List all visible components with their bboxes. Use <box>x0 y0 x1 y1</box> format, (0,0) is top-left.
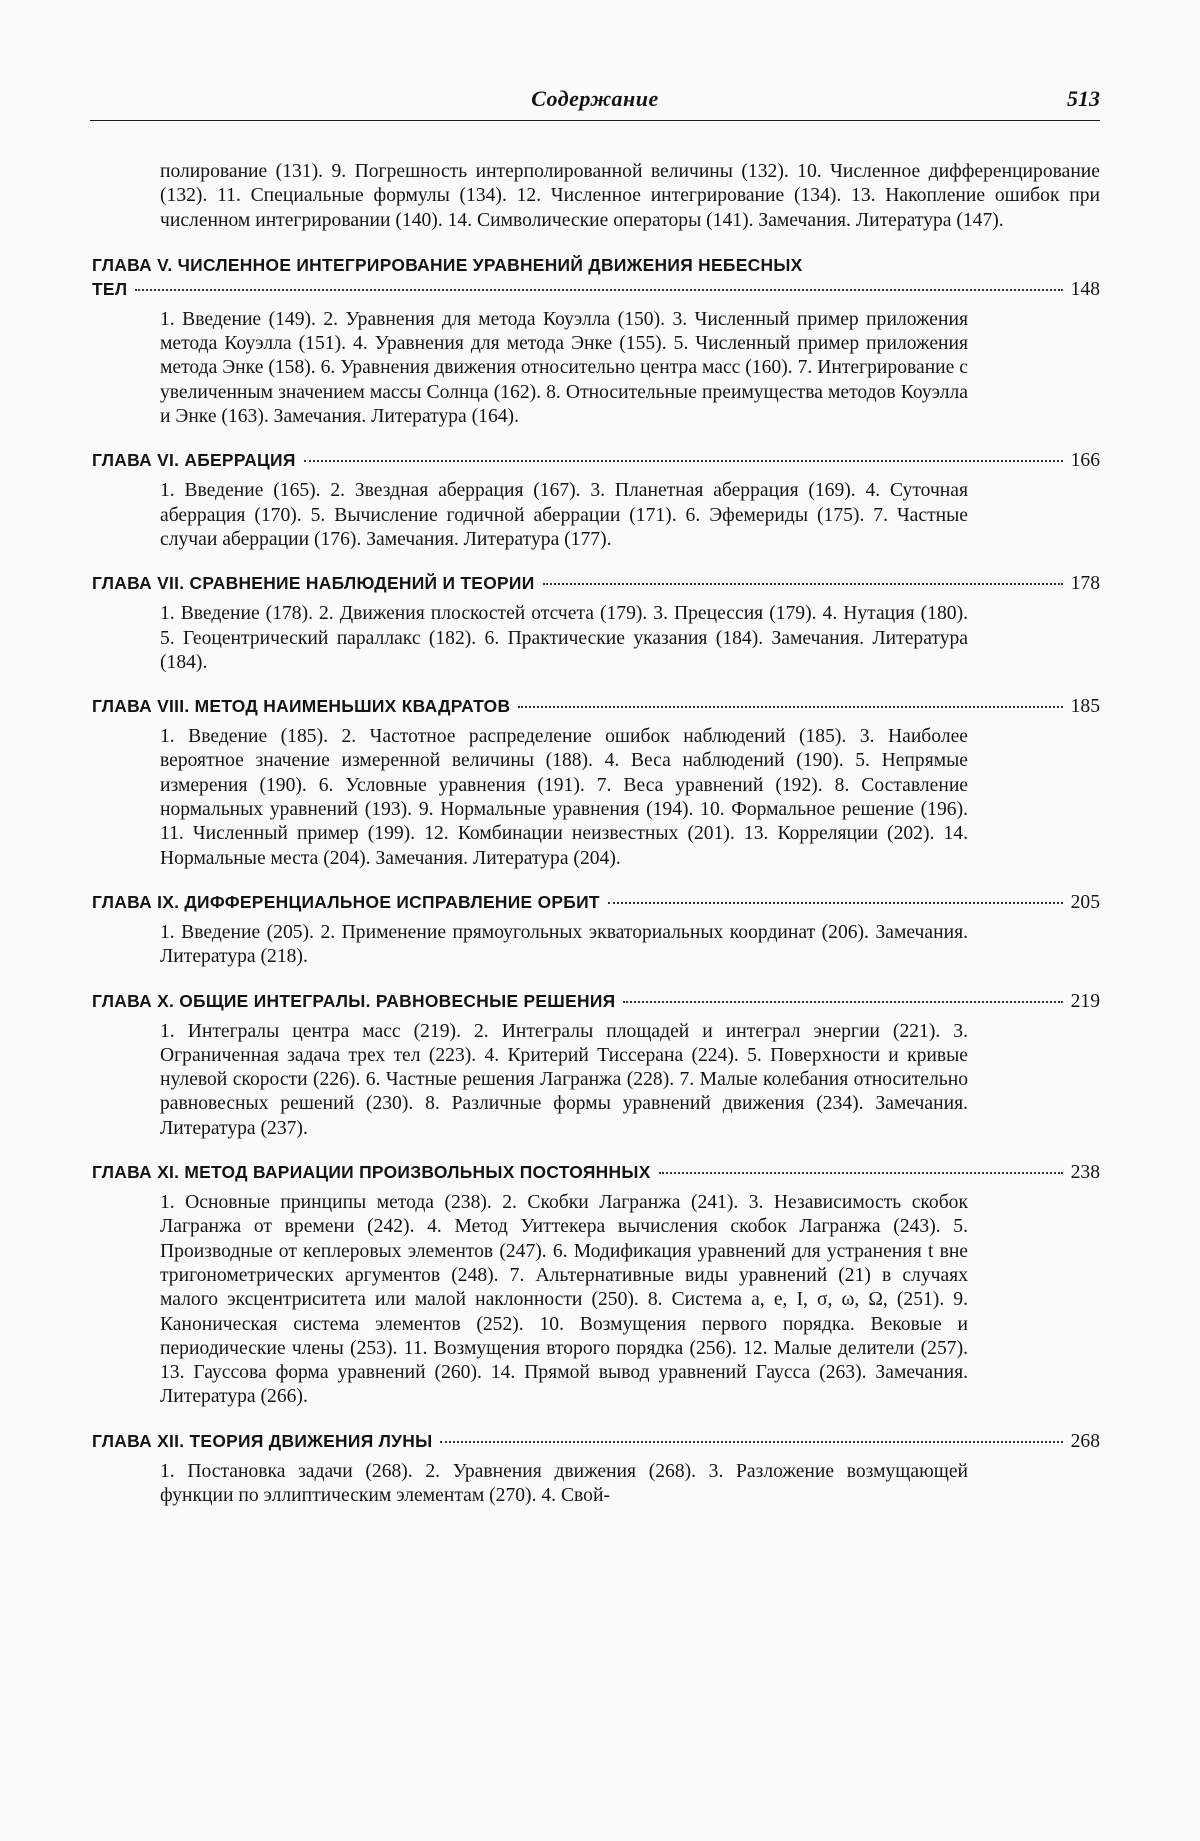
chapter-entry <box>92 890 1100 970</box>
chapter-title: ГЛАВА XII. ТЕОРИЯ ДВИЖЕНИЯ ЛУНЫ <box>92 1430 433 1451</box>
chapter-sections: 1. Основные принципы метода (238). 2. Скобки Лагранжа (241). 3. Независимость скобок Лагранжа от времени (242). 4. Метод Уиттекера вычисления скобок Лагранжа (243). 5. Производные от кеплеровых элементов (247). 6. Модификация уравнений для устранения t вне тригонометрических аргументов (248). 7. Альтернативные виды уравнений (21) в случаях малого эксцентриситета или малой наклонности (250). 8. Система a, e, I, σ, ω, Ω, (251). 9. Каноническая система элементов (252). 10. Возмущения первого порядка. Вековые и периодические члены (253). 11. Возмущения второго порядка (256). 12. Малые делители (257). 13. Гауссова форма уравнений (260). 14. Прямой вывод уравнений Гаусса (263). Замечания. Литература (266). <box>160 1192 968 1408</box>
chapter-sections: 1. Введение (178). 2. Движения плоскостей отсчета (179). 3. Прецессия (179). 4. Нутация (180). 5. Геоцентрический параллакс (182). 6. Практические указания (184). Замечания. Литература (184). <box>160 603 968 673</box>
dot-leader <box>608 902 1063 904</box>
table-of-contents <box>92 160 1100 1527</box>
dot-leader <box>440 1441 1062 1443</box>
chapter-entry <box>92 448 1100 552</box>
dot-leader <box>623 1001 1062 1003</box>
chapter-title: ГЛАВА X. ОБЩИЕ ИНТЕГРАЛЫ. РАВНОВЕСНЫЕ РЕШЕНИЯ <box>92 990 616 1011</box>
running-header <box>90 86 1100 120</box>
chapter-heading <box>92 253 1100 302</box>
header-rule <box>90 120 1100 121</box>
dot-leader <box>543 583 1063 585</box>
chapter-entry <box>92 571 1100 675</box>
chapter-title: ГЛАВА VIII. МЕТОД НАИМЕНЬШИХ КВАДРАТОВ <box>92 696 511 717</box>
chapter-title: ГЛАВА VII. СРАВНЕНИЕ НАБЛЮДЕНИЙ И ТЕОРИИ <box>92 573 535 594</box>
chapter-page: 148 <box>1070 278 1100 300</box>
chapter-title-continued: ТЕЛ <box>92 278 128 299</box>
chapter-heading <box>92 989 1100 1014</box>
chapter-title: ГЛАВА XI. МЕТОД ВАРИАЦИИ ПРОИЗВОЛЬНЫХ ПОСТОЯННЫХ <box>92 1162 651 1183</box>
chapter-heading <box>92 571 1100 596</box>
chapter-page: 268 <box>1070 1430 1100 1452</box>
chapter-page: 238 <box>1070 1162 1100 1184</box>
chapter-sections: 1. Постановка задачи (268). 2. Уравнения движения (268). 3. Разложение возмущающей функции по эллиптическим элементам (270). 4. Свой- <box>160 1460 968 1506</box>
dot-leader <box>304 460 1063 462</box>
continued-section-text: полирование (131). 9. Погрешность интерполированной величины (132). 10. Численное дифференцирование (132). 11. Специальные формулы (134). 12. Численное интегрирование (134). 13. Накопление ошибок при численном интегрировании (140). 14. Символические операторы (141). Замечания. Литература (147). <box>160 161 1100 231</box>
chapter-sections: 1. Интегралы центра масс (219). 2. Интегралы площадей и интеграл энергии (221). 3. Ограниченная задача трех тел (223). 4. Критерий Тиссерана (224). 5. Поверхности и кривые нулевой скорости (226). 6. Частные решения Лагранжа (228). 7. Малые колебания относительно равновесных решений (230). 8. Различные формы уравнений движения (234). Замечания. Литература (237). <box>160 1020 968 1139</box>
header-title: Содержание <box>531 86 659 111</box>
chapter-page: 166 <box>1070 450 1100 472</box>
chapter-page: 178 <box>1070 573 1100 595</box>
chapter-entry <box>92 1429 1100 1509</box>
chapter-entry <box>92 253 1100 429</box>
chapter-entry <box>92 1160 1100 1410</box>
chapter-heading <box>92 1160 1100 1185</box>
chapter-heading <box>92 694 1100 719</box>
chapter-heading <box>92 1429 1100 1454</box>
chapter-heading <box>92 448 1100 473</box>
dot-leader <box>135 289 1062 291</box>
dot-leader <box>659 1172 1063 1174</box>
chapter-page: 205 <box>1070 891 1100 913</box>
chapter-heading <box>92 890 1100 915</box>
chapter-title: ГЛАВА IX. ДИФФЕРЕНЦИАЛЬНОЕ ИСПРАВЛЕНИЕ ОРБИТ <box>92 891 600 912</box>
chapter-sections: 1. Введение (185). 2. Частотное распределение ошибок наблюдений (185). 3. Наиболее вероятное значение измеренной величины (188). 4. Веса наблюдений (190). 5. Непрямые измерения (190). 6. Условные уравнения (191). 7. Веса уравнений (192). 8. Составление нормальных уравнений (193). 9. Нормальные уравнения (194). 10. Формальное решение (196). 11. Численный пример (199). 12. Комбинации неизвестных (201). 13. Корреляции (202). 14. Нормальные места (204). Замечания. Литература (204). <box>160 726 968 869</box>
chapter-page: 219 <box>1070 990 1100 1012</box>
header-page-number: 513 <box>1067 86 1100 111</box>
chapter-title: ГЛАВА V. ЧИСЛЕННОЕ ИНТЕГРИРОВАНИЕ УРАВНЕНИЙ ДВИЖЕНИЯ НЕБЕСНЫХ <box>92 254 803 275</box>
chapter-sections: 1. Введение (205). 2. Применение прямоугольных экваториальных координат (206). Замечания. Литература (218). <box>160 921 968 968</box>
chapter-page: 185 <box>1070 696 1100 718</box>
dot-leader <box>518 706 1062 708</box>
chapter-sections: 1. Введение (149). 2. Уравнения для метода Коуэлла (150). 3. Численный пример приложения метода Коуэлла (151). 4. Уравнения для метода Энке (155). 5. Численный пример приложения метода Энке (158). 6. Уравнения движения относительно центра масс (160). 7. Интегрирование с увеличенным значением массы Солнца (162). 8. Относительные преимущества методов Коуэлла и Энке (163). Замечания. Литература (164). <box>160 308 968 428</box>
chapter-title: ГЛАВА VI. АБЕРРАЦИЯ <box>92 450 296 471</box>
chapter-entry <box>92 989 1100 1141</box>
chapter-sections: 1. Введение (165). 2. Звездная аберрация (167). 3. Планетная аберрация (169). 4. Суточная аберрация (170). 5. Вычисление годичной аберрации (171). 6. Эфемериды (175). 7. Частные случаи аберрации (176). Замечания. Литература (177). <box>160 480 968 550</box>
chapter-entry <box>92 694 1100 871</box>
